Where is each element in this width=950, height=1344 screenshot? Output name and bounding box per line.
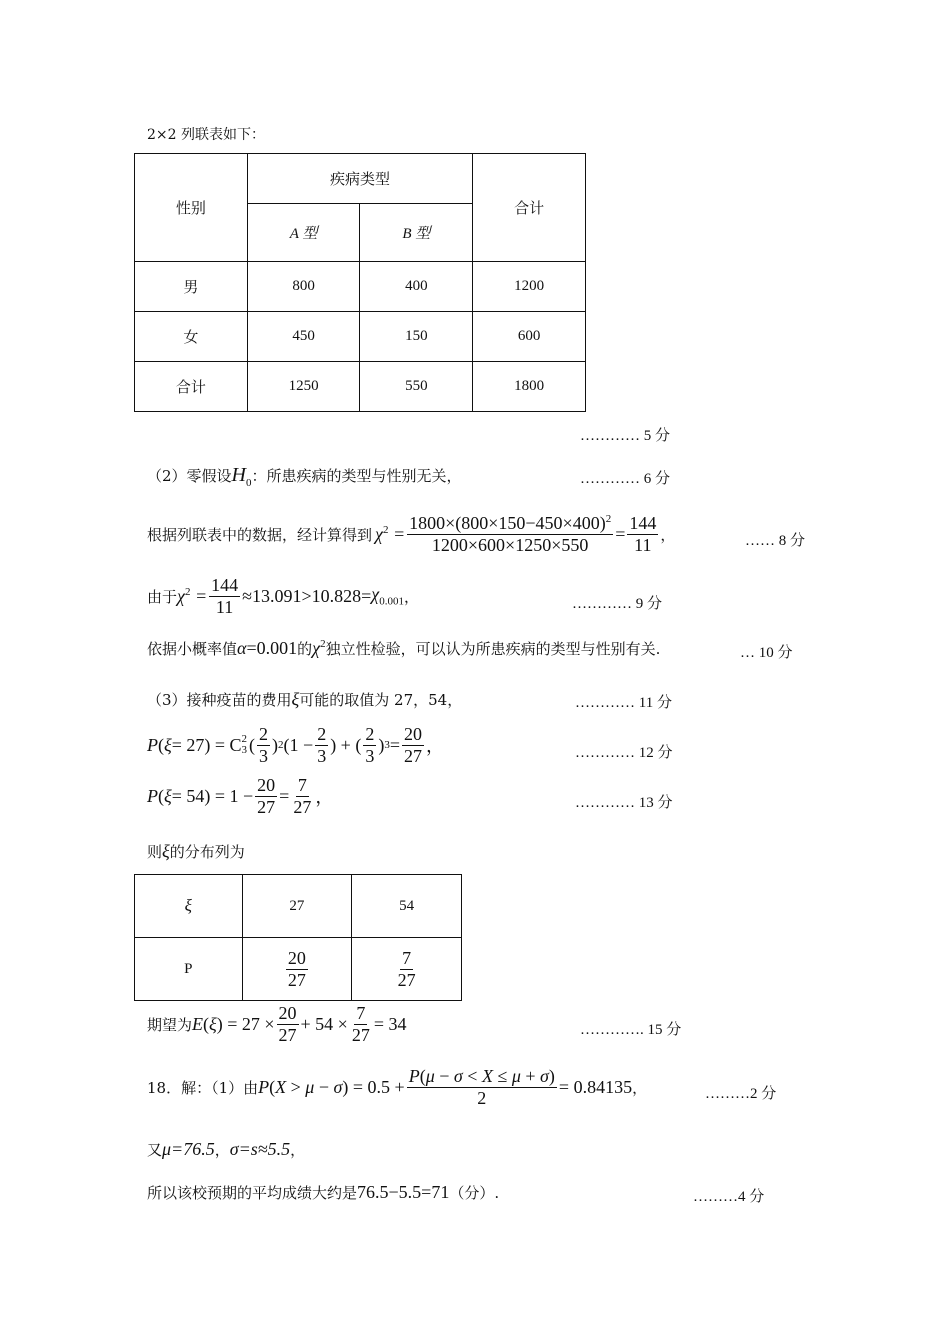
calc-prefix: 根据列联表中的数据，经计算得到: [147, 525, 373, 544]
table-row: [135, 262, 586, 312]
since-denominator: 11: [215, 596, 234, 617]
alpha-value: =0.001: [246, 638, 298, 658]
chi-critical: $\chi_{0.001}$: [371, 584, 404, 608]
calc-numerator: 1800×(800×150−450×400): [409, 513, 606, 533]
result-numerator: 144: [629, 513, 657, 533]
score-15: …………. 15 分: [580, 1022, 682, 1038]
expectation-prefix: 期望为: [147, 1015, 193, 1034]
xi-symbol: ξ: [162, 841, 170, 861]
mu-value: μ=76.5: [162, 1139, 215, 1159]
p54-den: 27: [293, 796, 312, 817]
part3-text: 可能的取值为 27，54，: [299, 691, 463, 709]
p27-num: 20: [403, 724, 422, 744]
distribution-intro: [147, 841, 245, 862]
frac-den: 27: [397, 969, 416, 990]
prob-54-line: P ( ξ = 54) = 1 − $\frac{20}{27}$ = $\frac{7}{27}$ ，: [147, 775, 334, 817]
hypothesis-line: [147, 464, 462, 489]
table-row: [135, 312, 586, 362]
cell-total: 1800: [473, 362, 586, 412]
conclusion-mid: 的: [297, 640, 313, 658]
q18-score-4: ………4 分: [693, 1189, 765, 1205]
cell-a: 1250: [247, 362, 360, 412]
since-tail: ≈13.091>10.828=: [242, 585, 372, 606]
exp-num-1: 20: [278, 1003, 297, 1023]
row-label: 女: [135, 312, 248, 362]
prob-27-line: P ( ξ = 27) = C 2 3 ( $\frac{2}{3}$ ) 2 (1 − $\frac{2}{3}$ ) + ( $\frac{2}{3}$ ) 3 = $\frac{20}{27}$ ，: [147, 724, 444, 766]
hypothesis-prefix: （2）零假设: [147, 467, 232, 485]
score-6: ………… 6 分: [580, 471, 671, 487]
q18-mu-line: 又μ=76.5，σ=s≈5.5，: [147, 1139, 306, 1159]
p-header: P: [135, 938, 243, 1001]
q18-result-line: [147, 1182, 499, 1203]
cell-total: 1200: [473, 262, 586, 312]
conclusion-text: 独立性检验，可以认为所患疾病的类型与性别有关.: [325, 640, 661, 658]
xi-symbol: ξ: [291, 689, 300, 709]
q18-intro: 18．解：（1）由: [147, 1078, 259, 1097]
distribution-text: 的分布列为: [169, 843, 245, 861]
since-fraction: [209, 575, 240, 617]
chi-square-fraction: $\frac{1800\times(800\times 150-450\times 400)^2}{1200\times 600\times 1250\times 550}$: [409, 513, 612, 555]
p54-num: 7: [297, 775, 307, 795]
cell-b: 400: [360, 262, 473, 312]
p-value-27: [242, 938, 352, 1001]
chi-symbol: $\chi^2$ =: [375, 523, 406, 544]
conclusion-line: [147, 638, 660, 659]
score-8: …… 8 分: [745, 533, 806, 549]
contingency-table: [134, 153, 586, 412]
calc-denominator: 1200×600×1250×550: [431, 534, 589, 555]
xi-value-54: 54: [352, 875, 462, 938]
exp-den-1: 27: [278, 1024, 297, 1045]
result-suffix: （分）.: [449, 1184, 500, 1202]
score-10: … 10 分: [740, 645, 793, 661]
frac-num: 7: [402, 947, 412, 968]
result-denominator: 11: [634, 534, 652, 555]
chi-square-calc-line: 根据列联表中的数据，经计算得到 $\chi^2$ = $\frac{1800\times(800\times 150-450\times 400)^2}{1200\times 600\times 1250\times 550}$ = $\frac{144}{11}$ ，: [147, 513, 676, 555]
part3-prefix: （3）接种疫苗的费用: [147, 691, 292, 709]
cell-b: 550: [360, 362, 473, 412]
q18-score-2: ………2 分: [705, 1086, 777, 1102]
p-value-54: [352, 938, 462, 1001]
since-line: 由于 $\chi^2$ = $\frac{144}{11}$ ≈13.091>10.828= $\chi_{0.001}$ ，: [147, 575, 419, 617]
mu-line-prefix: 又: [147, 1141, 163, 1159]
table-row: [135, 875, 462, 938]
header-total: 合计: [473, 154, 586, 262]
exp-num-2: 7: [356, 1003, 366, 1023]
exp-den-2: 27: [351, 1024, 370, 1045]
p54-calc-den: 27: [257, 796, 276, 817]
score-5: ………… 5 分: [580, 428, 671, 444]
chi-symbol: $\chi^2$ =: [177, 585, 208, 606]
part3-intro: [147, 689, 462, 710]
since-numerator: 144: [211, 575, 239, 595]
since-prefix: 由于: [147, 587, 178, 606]
header-disease-type: 疾病类型: [247, 154, 473, 204]
row-label: 合计: [135, 362, 248, 412]
table-row: [135, 938, 462, 1001]
conclusion-prefix: 依据小概率值: [147, 640, 238, 658]
chi-critical-sub: 0.001: [379, 595, 404, 608]
header-type-b: B 型: [360, 204, 473, 262]
frac-den: 27: [287, 969, 306, 990]
q18-fraction: $\frac{P(\mu - \sigma < X \le \mu + \sigma)}{2}$: [408, 1066, 555, 1108]
alpha-symbol: α: [237, 638, 247, 658]
xi-header: ξ: [135, 875, 243, 938]
table-row: [135, 362, 586, 412]
cell-total: 600: [473, 312, 586, 362]
score-12: ………… 12 分: [575, 745, 673, 761]
row-label: 男: [135, 262, 248, 312]
p54-calc-num: 20: [257, 775, 276, 795]
header-gender: 性别: [135, 154, 248, 262]
result-prefix: 所以该校预期的平均成绩大约是: [147, 1184, 358, 1202]
cell-a: 800: [247, 262, 360, 312]
score-9: ………… 9 分: [572, 596, 663, 612]
p27-den: 27: [403, 745, 422, 766]
sigma-value: σ=s≈5.5: [229, 1139, 291, 1159]
chi-square-result: [627, 513, 658, 555]
score-13: ………… 13 分: [575, 795, 673, 811]
expectation-line: 期望为 E(ξ) = 27 × $\frac{20}{27}$ + 54 × $\frac{7}{27}$ = 34: [147, 1003, 407, 1045]
score-11: ………… 11 分: [575, 695, 672, 711]
h0-symbol: $H_0$: [231, 464, 252, 489]
cell-b: 150: [360, 312, 473, 362]
header-type-a: A 型: [247, 204, 360, 262]
q18-line: 18．解：（1）由 P(X > μ − σ) = 0.5 + $\frac{P(\mu - \sigma < X \le \mu + \sigma)}{2}$ = 0.84135 ，: [147, 1066, 648, 1108]
xi-value-27: 27: [242, 875, 352, 938]
cell-a: 450: [247, 312, 360, 362]
result-expr: 76.5−5.5=71: [357, 1182, 450, 1202]
intro-label: 2×2 列联表如下：: [147, 127, 265, 143]
hypothesis-text: ：所患疾病的类型与性别无关，: [251, 467, 462, 485]
distribution-prefix: 则: [147, 843, 163, 861]
frac-num: 20: [287, 947, 306, 968]
distribution-table: [134, 874, 462, 1001]
chi-symbol: $\chi^2$: [312, 638, 326, 658]
